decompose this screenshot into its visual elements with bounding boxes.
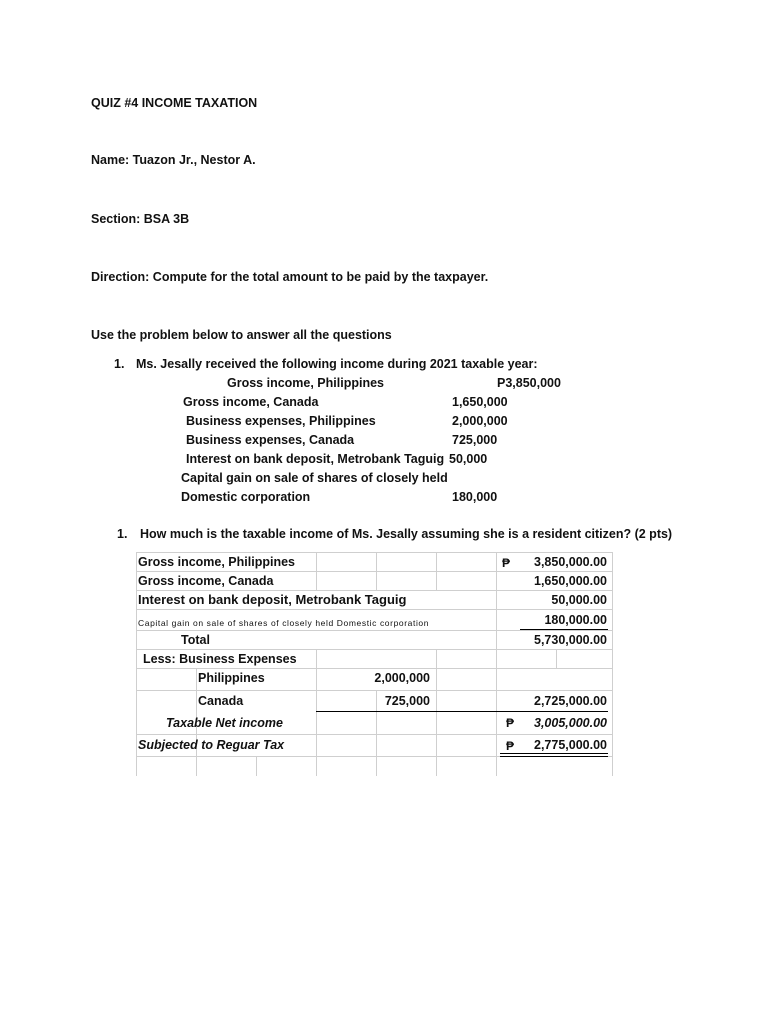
problem-item-value: P3,850,000	[497, 376, 561, 390]
problem-item-label: Gross income, Philippines	[227, 376, 384, 390]
row-label: Gross income, Philippines	[138, 555, 295, 569]
problem-item-label: Business expenses, Canada	[186, 433, 355, 447]
problem-number: 1.	[114, 357, 125, 371]
row-sub-amount: 725,000	[384, 694, 430, 708]
row-label: Philippines	[198, 671, 265, 685]
row-amount: 3,850,000.00	[534, 555, 607, 569]
row-amount: 50,000.00	[551, 593, 607, 607]
problem-item-label: Interest on bank deposit, Metrobank Taguig	[186, 452, 445, 466]
row-label: Less: Business Expenses	[143, 652, 297, 666]
direction-text: Direction: Compute for the total amount to be paid by the taxpayer.	[91, 270, 489, 284]
problem-item-label: Domestic corporation	[181, 490, 311, 504]
quiz-title: QUIZ #4 INCOME TAXATION	[91, 96, 258, 110]
problem-item-value: 1,650,000	[452, 395, 508, 409]
expense-underline	[316, 711, 608, 712]
problem-text: Ms. Jesally received the following income during 2021 taxable year:	[136, 357, 538, 371]
row-label: Canada	[198, 694, 244, 708]
row-label: Total	[181, 633, 210, 647]
subtotal-underline	[520, 629, 608, 630]
question-number: 1.	[117, 527, 128, 541]
row-amount: 5,730,000.00	[534, 633, 607, 647]
row-amount: 1,650,000.00	[534, 574, 607, 588]
peso-symbol: ₱	[506, 716, 515, 730]
row-label: Gross income, Canada	[138, 574, 274, 588]
row-label: Capital gain on sale of shares of closely held Domestic corporation	[138, 618, 430, 628]
problem-item-value: 180,000	[452, 490, 498, 504]
row-amount: 180,000.00	[544, 613, 607, 627]
row-amount: 2,725,000.00	[534, 694, 607, 708]
problem-item-value: 725,000	[452, 433, 498, 447]
problem-item-label: Business expenses, Philippines	[186, 414, 376, 428]
row-label: Subjected to Reguar Tax	[138, 738, 285, 752]
row-label: Interest on bank deposit, Metrobank Taguig	[138, 592, 407, 607]
row-amount: 3,005,000.00	[534, 716, 607, 730]
row-sub-amount: 2,000,000	[374, 671, 430, 685]
problem-item-label: Gross income, Canada	[183, 395, 319, 409]
instruction-text: Use the problem below to answer all the questions	[91, 328, 392, 342]
problem-item-value: 50,000	[449, 452, 488, 466]
row-label: Taxable Net income	[166, 716, 283, 730]
problem-item-value: 2,000,000	[452, 414, 508, 428]
peso-symbol: ₱	[502, 556, 511, 570]
student-name: Name: Tuazon Jr., Nestor A.	[91, 153, 256, 167]
final-double-underline	[500, 753, 608, 757]
row-amount: 2,775,000.00	[534, 738, 607, 752]
question-text: How much is the taxable income of Ms. Jesally assuming she is a resident citizen? (2 pts)	[140, 527, 673, 541]
student-section: Section: BSA 3B	[91, 212, 190, 226]
peso-symbol: ₱	[506, 739, 515, 753]
problem-item-label: Capital gain on sale of shares of closely held	[181, 471, 448, 485]
